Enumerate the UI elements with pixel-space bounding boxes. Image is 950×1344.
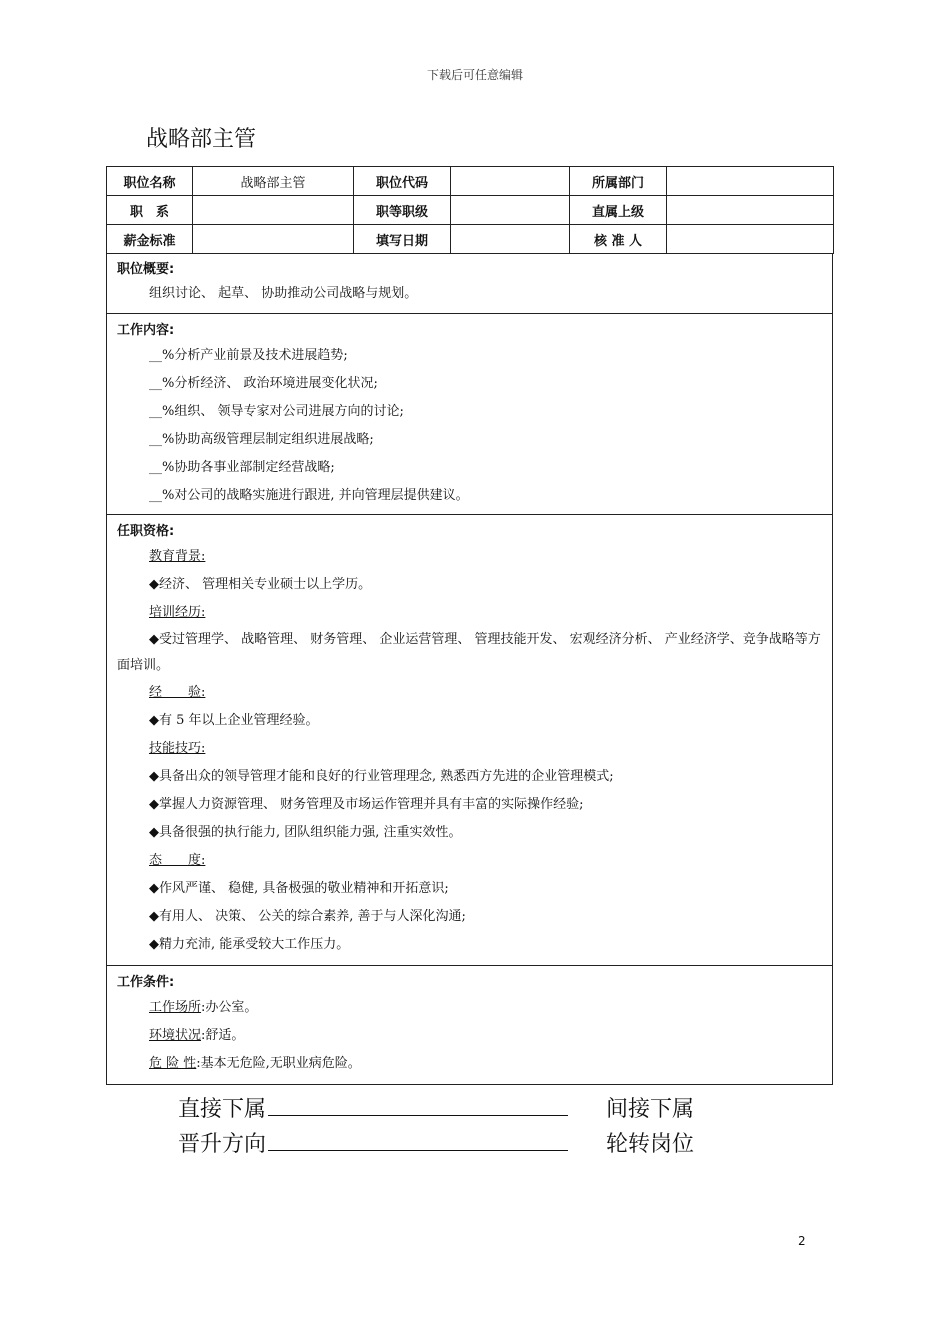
fill-date-label: 填写日期	[354, 225, 451, 254]
supervisor-label: 直属上级	[570, 196, 667, 225]
education-label: 教育背景:	[149, 549, 206, 564]
header-note: 下载后可任意编辑	[426, 68, 523, 82]
job-family-value	[193, 196, 354, 225]
skills-label: 技能技巧:	[149, 741, 206, 756]
table-row	[107, 225, 834, 254]
supervisor-value	[667, 196, 834, 225]
list-item: ◆精力充沛, 能承受较大工作压力。	[149, 937, 350, 952]
direct-subordinate-label: 直接下属	[178, 1097, 267, 1122]
indirect-subordinate-label: 间接下属	[606, 1097, 695, 1122]
list-item: __%组织、 领导专家对公司进展方向的讨论;	[149, 404, 404, 419]
approver-label: 核 准 人	[570, 225, 667, 254]
position-name-label: 职位名称	[107, 167, 193, 196]
risk-value: :基本无危险,无职业病危险。	[196, 1056, 361, 1071]
list-item: __%协助各事业部制定经营战略;	[149, 460, 335, 475]
promotion-blank	[268, 1128, 568, 1151]
list-item: __%协助高级管理层制定组织进展战略;	[149, 432, 374, 447]
info-table	[106, 166, 834, 254]
page-number: 2	[798, 1234, 806, 1248]
grade-value	[451, 196, 570, 225]
risk-label: 危 险 性	[149, 1056, 197, 1071]
list-item: ◆经济、 管理相关专业硕士以上学历。	[149, 577, 372, 592]
table-row	[107, 167, 834, 196]
overview-section	[106, 254, 833, 314]
salary-label: 薪金标准	[107, 225, 193, 254]
grade-label: 职等职级	[354, 196, 451, 225]
department-label: 所属部门	[570, 167, 667, 196]
conditions-section	[106, 966, 833, 1085]
list-item: __%对公司的战略实施进行跟进, 并向管理层提供建议。	[149, 488, 469, 503]
position-code-label: 职位代码	[354, 167, 451, 196]
table-row	[107, 196, 834, 225]
overview-text: 组织讨论、 起草、 协助推动公司战略与规划。	[149, 286, 418, 301]
workplace-value: :办公室。	[201, 1000, 258, 1015]
list-item: ◆作风严谨、 稳健, 具备极强的敬业精神和开拓意识;	[149, 881, 449, 896]
department-value	[667, 167, 834, 196]
overview-title: 职位概要:	[117, 262, 175, 277]
list-item: ◆掌握人力资源管理、 财务管理及市场运作管理并具有丰富的实际操作经验;	[149, 797, 584, 812]
list-item	[117, 994, 822, 1022]
environment-label: 环境状况	[149, 1028, 202, 1043]
promotion-row	[178, 1127, 568, 1158]
direct-subordinate-row	[178, 1092, 568, 1123]
list-item	[117, 1050, 822, 1078]
list-item: ◆具备出众的领导管理才能和良好的行业管理理念, 熟悉西方先进的企业管理模式;	[149, 769, 614, 784]
fill-date-value	[451, 225, 570, 254]
direct-subordinate-blank	[268, 1093, 568, 1116]
qualifications-section	[106, 515, 833, 966]
experience-label: 经 验:	[149, 685, 206, 700]
approver-value	[667, 225, 834, 254]
work-content-section	[106, 314, 833, 515]
job-description-form	[106, 166, 833, 1085]
work-content-title: 工作内容:	[117, 323, 175, 338]
list-item	[117, 1022, 822, 1050]
qualifications-title: 任职资格:	[117, 524, 175, 539]
attitude-label: 态 度:	[149, 853, 206, 868]
position-code-value	[451, 167, 570, 196]
document-title: 战略部主管	[146, 127, 257, 152]
list-item: __%分析产业前景及技术进展趋势;	[149, 348, 348, 363]
conditions-title: 工作条件:	[117, 975, 175, 990]
training-label: 培训经历:	[149, 605, 206, 620]
promotion-label: 晋升方向	[178, 1132, 267, 1157]
rotation-label: 轮转岗位	[606, 1132, 695, 1157]
job-family-label: 职 系	[107, 196, 193, 225]
list-item: ◆有用人、 决策、 公关的综合素养, 善于与人深化沟通;	[149, 909, 466, 924]
list-item: __%分析经济、 政治环境进展变化状况;	[149, 376, 378, 391]
list-item: ◆受过管理学、 战略管理、 财务管理、 企业运营管理、 管理技能开发、 宏观经济分析、 产业经济学、竞争战略等方面培训。	[117, 632, 821, 673]
environment-value: :舒适。	[201, 1028, 245, 1043]
salary-value	[193, 225, 354, 254]
workplace-label: 工作场所	[149, 1000, 202, 1015]
list-item: ◆有 5 年以上企业管理经验。	[149, 713, 319, 728]
list-item: ◆具备很强的执行能力, 团队组织能力强, 注重实效性。	[149, 825, 462, 840]
position-name-value: 战略部主管	[193, 167, 354, 196]
